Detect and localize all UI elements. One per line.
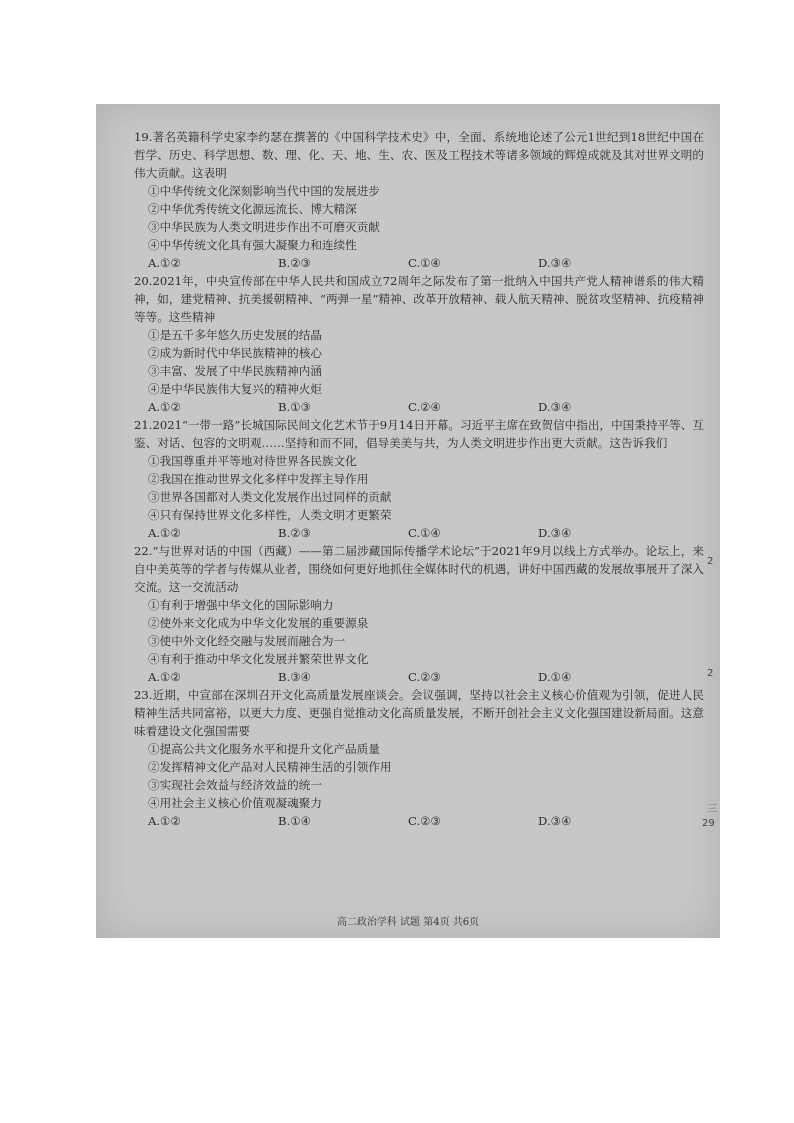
answer-d: D.③④ <box>538 400 572 414</box>
question-23 <box>134 686 704 830</box>
option-4: ④中华传统文化具有强大凝聚力和连续性 <box>148 238 357 252</box>
answer-choices <box>148 668 704 686</box>
option-3: ③世界各国都对人类文化发展作出过同样的贡献 <box>148 490 392 504</box>
option-4: ④只有保持世界文化多样性，人类文明才更繁荣 <box>148 508 392 522</box>
question-stem: “与世界对话的中国（西藏）——第二届涉藏国际传播学术论坛”于2021年9月以线上方式举办。论坛上，来自中美英等的学者与传媒从业者，围绕如何更好地抓住全媒体时代的机遇，讲好中国西藏的发展故事展开了深入交流。这一交流活动 <box>134 544 704 594</box>
answer-d: D.③④ <box>538 256 572 270</box>
page-footer: 高二政治学科 试题 第4页 共6页 <box>336 917 480 928</box>
answer-choices <box>148 254 704 272</box>
answer-c: C.①④ <box>408 526 441 540</box>
option-3: ③丰富、发展了中华民族精神内涵 <box>148 364 322 378</box>
answer-choices <box>148 398 704 416</box>
edge-mark: 2 <box>707 556 714 567</box>
question-number: 22. <box>134 544 153 558</box>
question-number: 20. <box>134 274 153 288</box>
option-3: ③使中外文化经交融与发展而融合为一 <box>148 634 346 648</box>
answer-b: B.①③ <box>278 400 311 414</box>
answer-b: B.①④ <box>278 814 311 828</box>
answer-c: C.①④ <box>408 256 441 270</box>
question-stem: 著名英籍科学史家李约瑟在撰著的《中国科学技术史》中，全面、系统地论述了公元1世纪到18世纪中国在哲学、历史、科学思想、数、理、化、天、地、生、农、医及工程技术等诸多领域的辉煌成就及其对世界文明的伟大贡献。这表明 <box>134 130 704 180</box>
answer-c: C.②④ <box>408 400 441 414</box>
question-number: 19. <box>134 130 153 144</box>
edge-mark: 三 <box>707 804 717 815</box>
edge-mark: 2 <box>707 668 714 679</box>
option-1: ①有利于增强中华文化的国际影响力 <box>148 598 334 612</box>
question-number: 21. <box>134 418 153 432</box>
option-4: ④有利于推动中华文化发展并繁荣世界文化 <box>148 652 369 666</box>
answer-c: C.②③ <box>408 814 441 828</box>
option-2: ②中华优秀传统文化源远流长、博大精深 <box>148 202 357 216</box>
question-stem: 2021年，中央宣传部在中华人民共和国成立72周年之际发布了第一批纳入中国共产党人精神谱系的伟大精神，如，建党精神、抗美援朝精神、“两弹一星”精神、改革开放精神、载人航天精神、脱贫攻坚精神、抗疫精神等等。这些精神 <box>134 274 704 324</box>
answer-choices <box>148 524 704 542</box>
option-1: ①中华传统文化深刻影响当代中国的发展进步 <box>148 184 380 198</box>
option-3: ③中华民族为人类文明进步作出不可磨灭贡献 <box>148 220 380 234</box>
question-number: 23. <box>134 688 153 702</box>
answer-d: D.③④ <box>538 526 572 540</box>
question-stem: 2021“一带一路”长城国际民间文化艺术节于9月14日开幕。习近平主席在致贺信中指出，中国秉持平等、互鉴、对话、包容的文明观……坚持和而不同，倡导美美与共，为人类文明进步作出更大贡献。这告诉我们 <box>134 418 704 450</box>
question-20 <box>134 272 704 416</box>
option-1: ①我国尊重并平等地对待世界各民族文化 <box>148 454 357 468</box>
answer-a: A.①② <box>148 814 181 828</box>
question-19 <box>134 128 704 272</box>
answer-d: D.③④ <box>538 814 572 828</box>
answer-a: A.①② <box>148 400 181 414</box>
question-22 <box>134 542 704 686</box>
answer-d: D.①④ <box>538 670 572 684</box>
edge-mark: 29 <box>702 818 715 829</box>
option-4: ④是中华民族伟大复兴的精神火炬 <box>148 382 322 396</box>
answer-c: C.②③ <box>408 670 441 684</box>
option-2: ②发挥精神文化产品对人民精神生活的引领作用 <box>148 760 392 774</box>
option-2: ②我国在推动世界文化多样中发挥主导作用 <box>148 472 369 486</box>
option-2: ②使外来文化成为中华文化发展的重要源泉 <box>148 616 369 630</box>
exam-page <box>96 104 720 938</box>
answer-a: A.①② <box>148 256 181 270</box>
option-1: ①提高公共文化服务水平和提升文化产品质量 <box>148 742 380 756</box>
option-1: ①是五千多年悠久历史发展的结晶 <box>148 328 322 342</box>
option-4: ④用社会主义核心价值观凝魂聚力 <box>148 796 322 810</box>
question-list <box>134 128 704 830</box>
answer-b: B.③④ <box>278 670 311 684</box>
answer-choices <box>148 812 704 830</box>
question-stem: 近期，中宣部在深圳召开文化高质量发展座谈会。会议强调，坚持以社会主义核心价值观为引领，促进人民精神生活共同富裕，以更大力度、更强自觉推动文化高质量发展，不断开创社会主义文化强国建设新局面。这意味着建设文化强国需要 <box>134 688 704 738</box>
option-2: ②成为新时代中华民族精神的核心 <box>148 346 322 360</box>
option-3: ③实现社会效益与经济效益的统一 <box>148 778 322 792</box>
answer-a: A.①② <box>148 526 181 540</box>
answer-a: A.①② <box>148 670 181 684</box>
answer-b: B.②③ <box>278 256 311 270</box>
answer-b: B.②③ <box>278 526 311 540</box>
question-21 <box>134 416 704 542</box>
